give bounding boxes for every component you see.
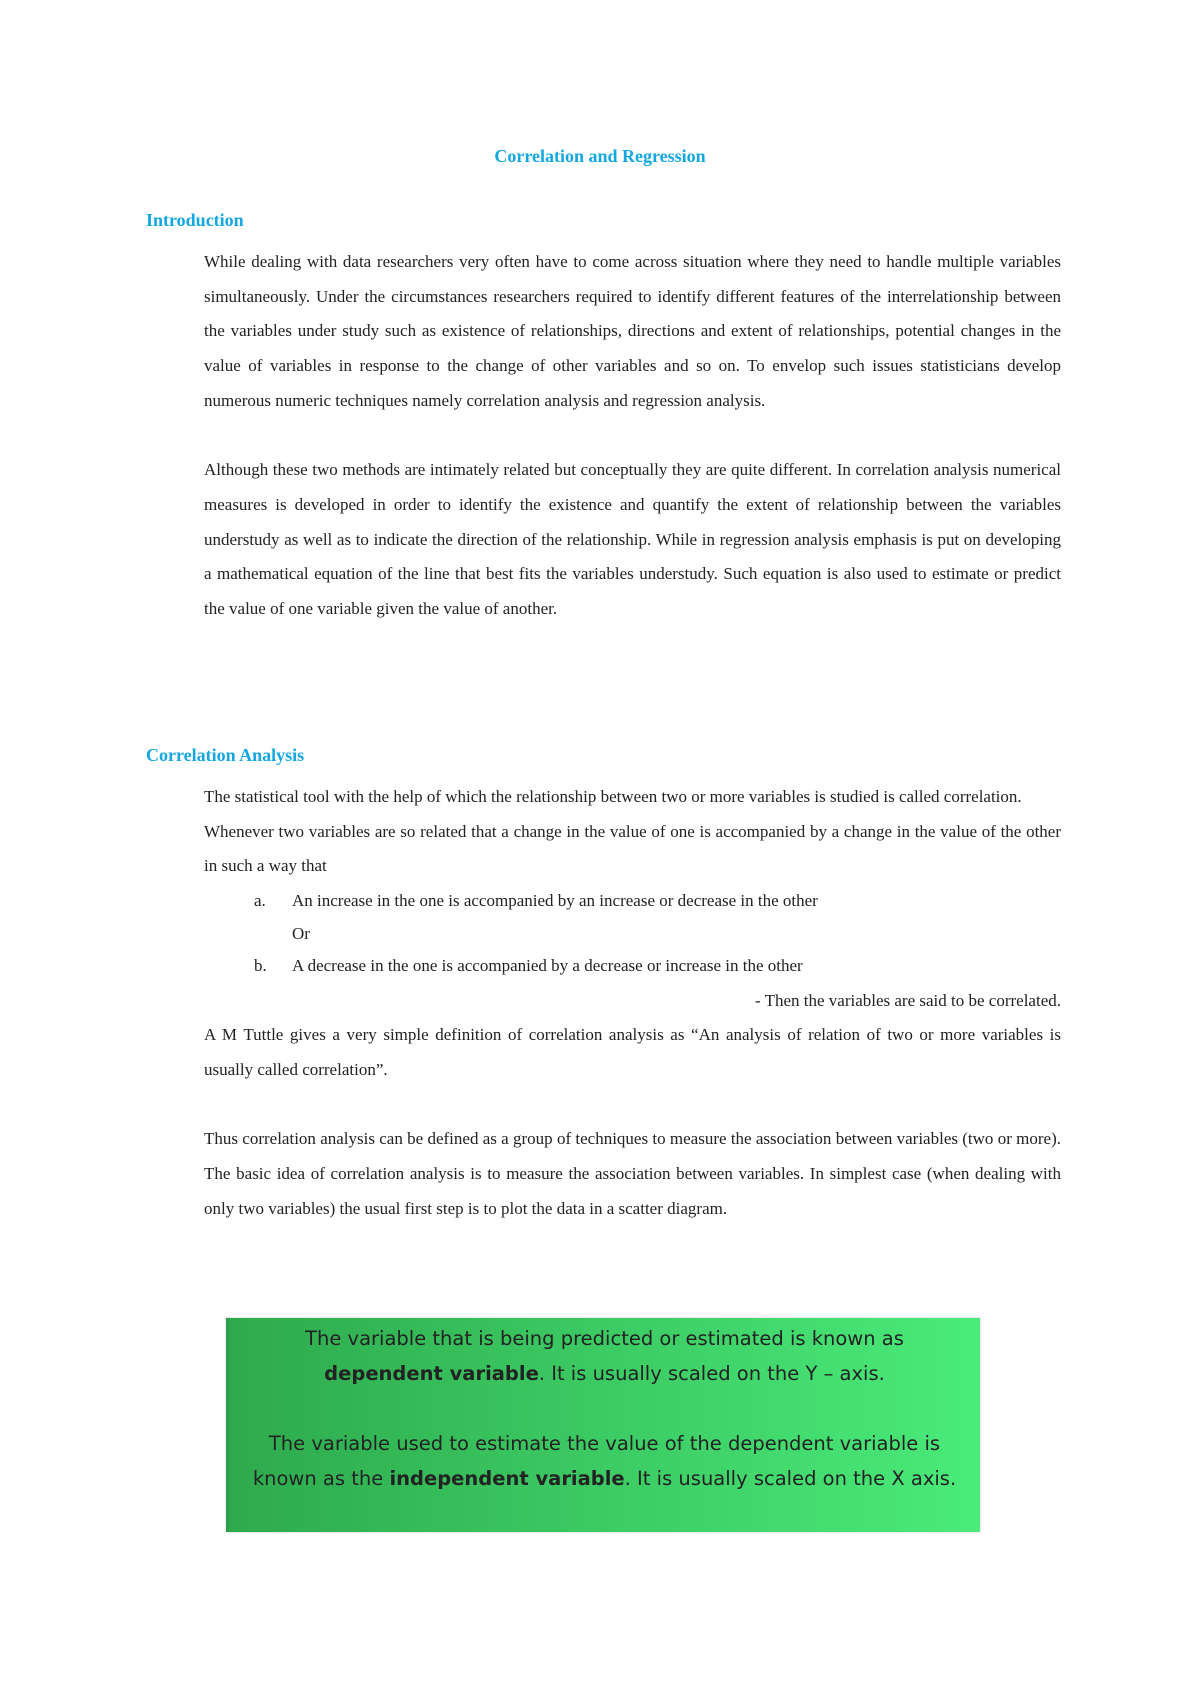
- introduction-body: [204, 245, 1061, 627]
- correlation-paragraph-3: A M Tuttle gives a very simple definition of correlation analysis as “An analysis of relation of two or more variables is usually called correlation”.: [204, 1025, 1061, 1079]
- independent-definition-text: The variable used to estimate the value of the dependent variable is known as the: [252, 1432, 941, 1490]
- dependent-variable-definition: [245, 1321, 964, 1391]
- correlation-paragraph-2: Whenever two variables are so related that a change in the value of one is accompanied by a change in the value of the other in such a way that: [204, 821, 1061, 876]
- correlation-analysis-body: [204, 780, 1061, 1226]
- list-text-b: A decrease in the one is accompanied by a decrease or increase in the other: [292, 955, 803, 975]
- independent-variable-definition: [245, 1426, 964, 1496]
- list-marker-a: a.: [254, 891, 266, 911]
- paragraph-gap: [204, 1088, 1061, 1123]
- document-title: Correlation and Regression: [494, 146, 706, 166]
- introduction-paragraph-1: While dealing with data researchers very often have to come across situation where they need to handle multiple variables simultaneously. Under the circumstances researchers required to identify different features of the interrelationship between the variables under study such as existence of relationships, directions and extent of relationships, potential changes in the value of variables in response to the change of other variables and so on. To envelop such issues statisticians develop numerous numeric techniques namely correlation analysis and regression analysis.: [204, 252, 1061, 410]
- correlation-analysis-heading: Correlation Analysis: [146, 745, 305, 765]
- callout-gap: [245, 1391, 964, 1426]
- list-text-a: An increase in the one is accompanied by an increase or decrease in the other: [292, 891, 818, 911]
- paragraph-gap: [204, 419, 1061, 454]
- dependent-variable-term: dependent variable: [324, 1362, 539, 1385]
- dependent-definition-suffix: . It is usually scaled on the Y – axis.: [538, 1362, 885, 1385]
- list-marker-b: b.: [254, 955, 267, 975]
- variable-definition-callout: [226, 1318, 980, 1532]
- correlation-paragraph-4: Thus correlation analysis can be defined as a group of techniques to measure the association between variables (two or more). The basic idea of correlation analysis is to measure the association between variables. In simplest case (when dealing with only two variables) the usual first step is to plot the data in a scatter diagram.: [204, 1129, 1061, 1218]
- correlation-paragraph-1: The statistical tool with the help of which the relationship between two or more variables is studied is called correlation.: [204, 787, 1022, 806]
- list-item-b: [204, 949, 1061, 984]
- list-item-a: [204, 884, 1061, 919]
- independent-definition-suffix: . It is usually scaled on the X axis.: [624, 1467, 957, 1490]
- correlated-conclusion: - Then the variables are said to be correlated.: [754, 990, 1061, 1010]
- introduction-heading: Introduction: [146, 210, 244, 230]
- introduction-paragraph-2: Although these two methods are intimately related but conceptually they are quite different. In correlation analysis numerical measures is developed in order to identify the existence and quantify the extent of relationship between the variables understudy as well as to indicate the direction of the relationship. While in regression analysis emphasis is put on developing a mathematical equation of the line that best fits the variables understudy. Such equation is also used to estimate or predict the value of one variable given the value of another.: [204, 460, 1061, 619]
- independent-variable-term: independent variable: [389, 1467, 625, 1490]
- list-or-text: Or: [292, 923, 310, 943]
- dependent-definition-text: The variable that is being predicted or estimated is known as: [305, 1327, 904, 1350]
